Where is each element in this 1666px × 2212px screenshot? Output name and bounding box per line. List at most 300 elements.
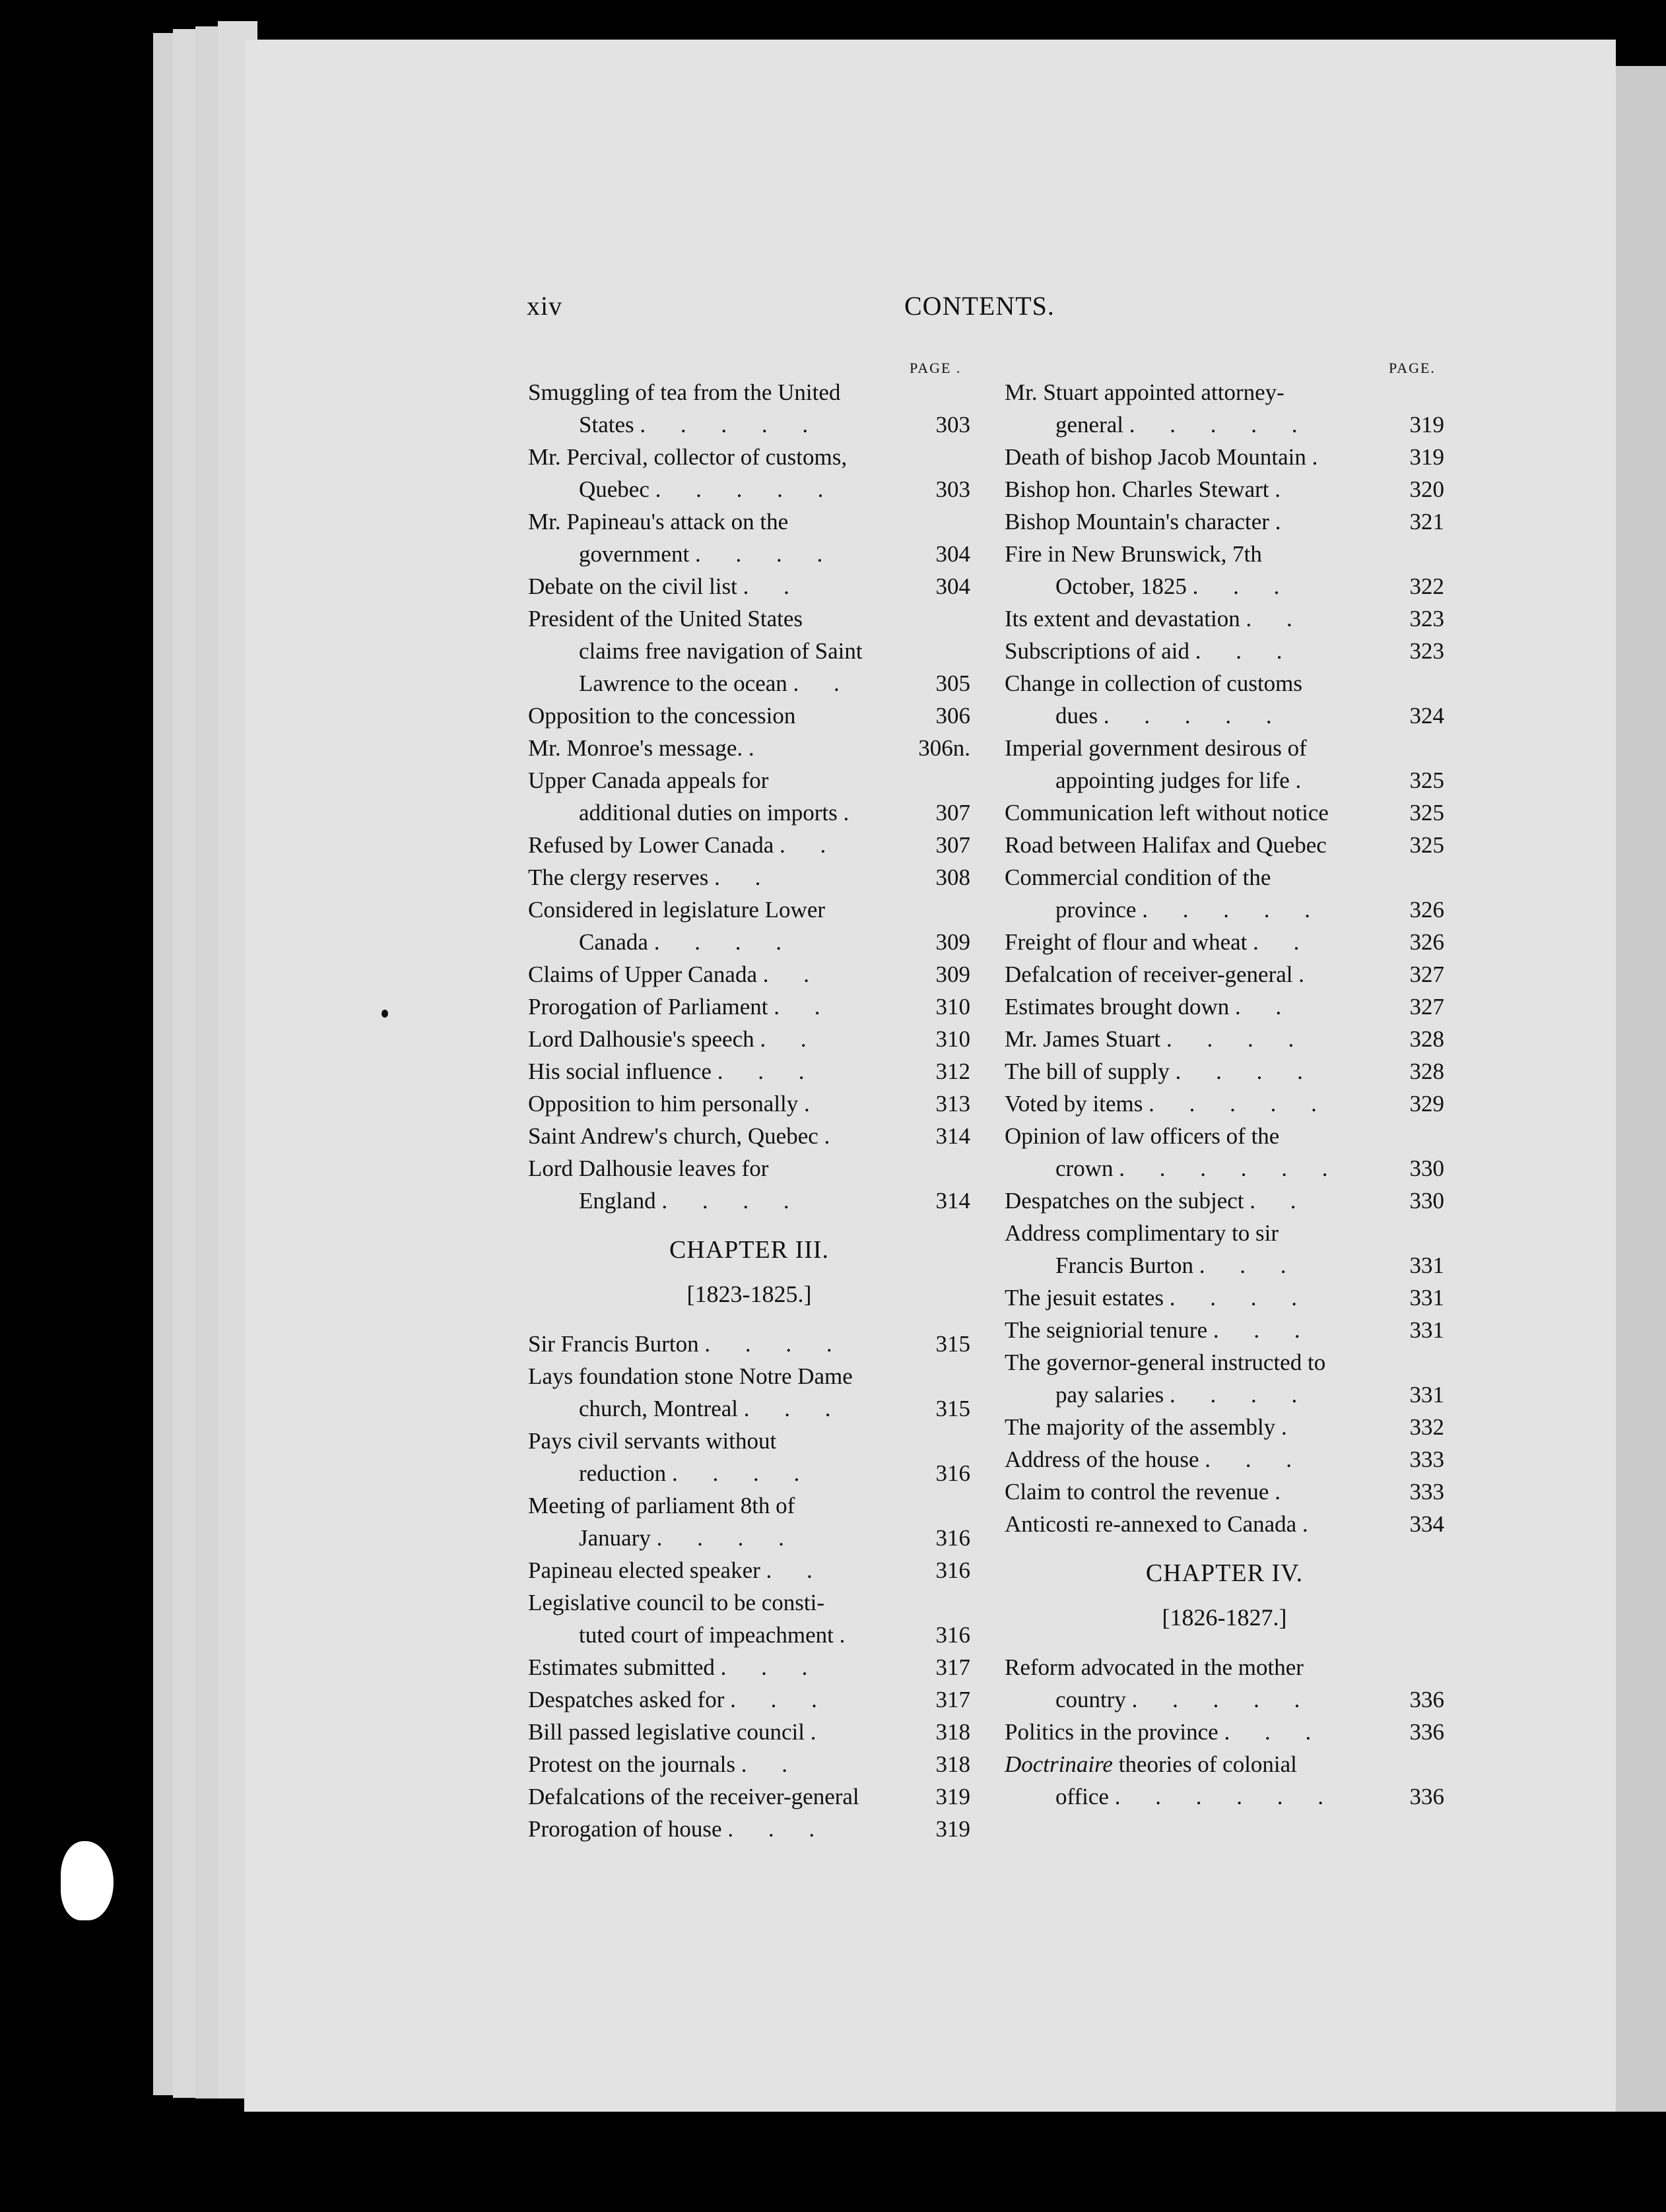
toc-entry bbox=[1005, 1120, 1444, 1185]
leader-dots: . . . . bbox=[653, 929, 796, 955]
toc-page-number: 316 bbox=[935, 1622, 970, 1648]
toc-entry-line bbox=[528, 1328, 970, 1360]
toc-entry-line bbox=[528, 1586, 970, 1619]
chapter-heading: CHAPTER IV. bbox=[1145, 1559, 1304, 1587]
toc-entry-text: Sir Francis Burton bbox=[528, 1331, 699, 1357]
leader-dots: . . . bbox=[1213, 1317, 1315, 1343]
toc-entry-line bbox=[528, 570, 970, 602]
toc-entry-line bbox=[528, 1425, 970, 1457]
leader-dots: . . . . . bbox=[1149, 1091, 1331, 1117]
leader-dots: . . . bbox=[717, 1058, 819, 1084]
toc-entry-text: Mr. Percival, collector of customs, bbox=[528, 444, 848, 470]
toc-entry-line bbox=[528, 1023, 970, 1055]
toc-entry-line bbox=[1005, 570, 1444, 602]
toc-page-number: 331 bbox=[1409, 1317, 1444, 1343]
toc-page-number: 319 bbox=[1409, 412, 1444, 438]
toc-entry bbox=[528, 1586, 970, 1651]
toc-entry-text: The bill of supply bbox=[1005, 1058, 1170, 1084]
toc-entry-text: The governor-general instructed to bbox=[1005, 1350, 1326, 1375]
toc-page-number: 303 bbox=[935, 412, 970, 438]
toc-page-number: 331 bbox=[1409, 1382, 1444, 1408]
toc-page-number: 310 bbox=[935, 994, 970, 1020]
toc-entry-text: Bishop Mountain's character bbox=[1005, 509, 1269, 535]
toc-entry-line bbox=[1005, 1217, 1444, 1249]
toc-page-number: 318 bbox=[935, 1719, 970, 1745]
toc-entry bbox=[1005, 441, 1444, 473]
leader-dots: . . . . bbox=[704, 1331, 847, 1357]
toc-entry-line bbox=[1005, 538, 1444, 570]
toc-page-number: 334 bbox=[1409, 1511, 1444, 1537]
toc-entry-line bbox=[1005, 376, 1444, 408]
toc-entry-line bbox=[1005, 635, 1444, 667]
toc-entry-line bbox=[528, 861, 970, 894]
toc-entry bbox=[1005, 1508, 1444, 1540]
toc-entry-text: Claims of Upper Canada bbox=[528, 961, 757, 987]
toc-entry-text: Legislative council to be consti- bbox=[528, 1590, 825, 1615]
toc-entry-text: dues bbox=[1055, 703, 1098, 729]
toc-entry-text: England bbox=[579, 1188, 656, 1214]
leader-dots: . . . bbox=[1195, 638, 1297, 664]
toc-entry bbox=[528, 991, 970, 1023]
leader-dots: . . . . . bbox=[1142, 897, 1325, 923]
leader-dots: . . bbox=[766, 1557, 827, 1583]
toc-entry-line bbox=[528, 1360, 970, 1392]
toc-entry bbox=[1005, 1314, 1444, 1346]
toc-entry-text: Reform advocated in the mother bbox=[1005, 1654, 1304, 1680]
contents-column-right bbox=[1005, 376, 1444, 1813]
toc-entry-line bbox=[1005, 441, 1444, 473]
leader-dots: . bbox=[1298, 961, 1319, 987]
toc-entry-text: Lord Dalhousie leaves for bbox=[528, 1155, 769, 1181]
toc-entry-text: The majority of the assembly bbox=[1005, 1414, 1276, 1440]
toc-page-number: 306 bbox=[935, 703, 970, 729]
toc-entry-text: Pays civil servants without bbox=[528, 1428, 777, 1454]
toc-entry-text: The clergy reserves bbox=[528, 864, 709, 890]
toc-entry-text: Politics in the province bbox=[1005, 1719, 1218, 1745]
toc-entry bbox=[528, 505, 970, 570]
toc-entry-line bbox=[1005, 991, 1444, 1023]
toc-entry-line bbox=[528, 958, 970, 991]
toc-entry-text: Imperial government desirous of bbox=[1005, 735, 1307, 761]
toc-page-number: 307 bbox=[935, 800, 970, 826]
toc-entry-line bbox=[528, 797, 970, 829]
toc-entry bbox=[1005, 1651, 1444, 1716]
toc-entry-text: church, Montreal bbox=[579, 1396, 739, 1421]
toc-entry bbox=[1005, 991, 1444, 1023]
toc-entry-text: January bbox=[579, 1525, 651, 1551]
chapter-years: [1826-1827.] bbox=[1162, 1604, 1287, 1631]
toc-entry bbox=[1005, 1716, 1444, 1748]
toc-entry bbox=[528, 1023, 970, 1055]
leader-dots: . . . bbox=[730, 1687, 832, 1712]
toc-entry-text: Change in collection of customs bbox=[1005, 670, 1303, 696]
toc-page-number: 333 bbox=[1409, 1479, 1444, 1505]
toc-entry-line bbox=[528, 538, 970, 570]
toc-entry-text: Subscriptions of aid bbox=[1005, 638, 1189, 664]
toc-entry-line bbox=[528, 408, 970, 441]
leader-dots: . . . . . . bbox=[1114, 1784, 1338, 1809]
toc-page-number: 324 bbox=[1409, 703, 1444, 729]
leader-dots: . . . . . bbox=[1129, 412, 1312, 438]
toc-entry bbox=[1005, 1748, 1444, 1813]
toc-entry-text: October, 1825 bbox=[1055, 573, 1187, 599]
toc-entry bbox=[1005, 538, 1444, 602]
toc-entry-line bbox=[1005, 829, 1444, 861]
toc-entry bbox=[528, 1813, 970, 1845]
toc-page-number: 336 bbox=[1409, 1719, 1444, 1745]
toc-entry-line bbox=[1005, 1780, 1444, 1813]
leader-dots: . . . bbox=[1205, 1447, 1307, 1472]
toc-entry bbox=[528, 732, 970, 764]
toc-entry bbox=[1005, 1055, 1444, 1088]
leader-dots: . . bbox=[1250, 1188, 1311, 1214]
toc-entry-line bbox=[528, 1554, 970, 1586]
leader-dots: . bbox=[1312, 444, 1333, 470]
scan-blot bbox=[61, 1841, 114, 1920]
toc-entry-text: Estimates brought down bbox=[1005, 994, 1230, 1020]
toc-entry bbox=[1005, 376, 1444, 441]
toc-page-number: 331 bbox=[1409, 1285, 1444, 1311]
toc-entry-line bbox=[528, 505, 970, 538]
toc-entry-line bbox=[528, 1457, 970, 1489]
toc-entry bbox=[1005, 1476, 1444, 1508]
toc-entry-text: Mr. Papineau's attack on the bbox=[528, 509, 789, 535]
toc-entry-line bbox=[528, 894, 970, 926]
toc-entry bbox=[1005, 1282, 1444, 1314]
toc-entry-text: Road between Halifax and Quebec bbox=[1005, 832, 1327, 858]
toc-entry-line bbox=[1005, 1282, 1444, 1314]
toc-entry bbox=[1005, 861, 1444, 926]
toc-entry bbox=[1005, 473, 1444, 505]
toc-entry-line bbox=[528, 991, 970, 1023]
toc-entry bbox=[1005, 732, 1444, 797]
leader-dots: . . bbox=[779, 832, 841, 858]
toc-entry-line bbox=[528, 1683, 970, 1716]
leader-dots: . bbox=[1275, 509, 1296, 535]
toc-entry-line bbox=[1005, 1651, 1444, 1683]
toc-page-number: 336 bbox=[1409, 1784, 1444, 1809]
leader-dots: . . bbox=[793, 670, 854, 696]
toc-entry-text: Mr. Stuart appointed attorney- bbox=[1005, 379, 1284, 405]
toc-entry-line bbox=[528, 1152, 970, 1185]
toc-page-number: 325 bbox=[1409, 767, 1444, 793]
toc-entry bbox=[528, 602, 970, 699]
toc-entry-text: crown bbox=[1055, 1155, 1114, 1181]
toc-entry-line bbox=[1005, 602, 1444, 635]
leader-dots: . . bbox=[714, 864, 776, 890]
toc-entry bbox=[1005, 667, 1444, 732]
leader-dots: . . . . bbox=[1169, 1285, 1312, 1311]
toc-entry-text: Opposition to the concession bbox=[528, 703, 796, 729]
toc-page-number: 320 bbox=[1409, 476, 1444, 502]
leader-dots: . bbox=[804, 1091, 824, 1117]
toc-entry bbox=[1005, 926, 1444, 958]
toc-entry-text: Bishop hon. Charles Stewart bbox=[1005, 476, 1269, 502]
leader-dots: . bbox=[1281, 1414, 1302, 1440]
toc-entry-line bbox=[1005, 1716, 1444, 1748]
toc-entry-line bbox=[528, 1185, 970, 1217]
toc-entry bbox=[528, 764, 970, 829]
leader-dots: . . . . bbox=[1169, 1382, 1312, 1408]
toc-page-number: 315 bbox=[935, 1331, 970, 1357]
toc-entry-text: Defalcations of the receiver-general bbox=[528, 1784, 859, 1809]
toc-entry-text: Smuggling of tea from the United bbox=[528, 379, 841, 405]
toc-entry-line bbox=[1005, 1023, 1444, 1055]
leader-dots: . . bbox=[762, 961, 824, 987]
toc-entry-line bbox=[1005, 1346, 1444, 1379]
toc-entry-text: tuted court of impeachment bbox=[579, 1622, 834, 1648]
toc-entry-line bbox=[528, 1780, 970, 1813]
toc-entry bbox=[1005, 829, 1444, 861]
toc-entry-line bbox=[528, 829, 970, 861]
chapter-years: [1823-1825.] bbox=[686, 1281, 812, 1307]
toc-entry-text: Protest on the journals bbox=[528, 1751, 735, 1777]
toc-entry-text: Opinion of law officers of the bbox=[1005, 1123, 1280, 1149]
toc-entry-line bbox=[528, 1522, 970, 1554]
toc-entry-line bbox=[1005, 1152, 1444, 1185]
toc-entry-line bbox=[528, 441, 970, 473]
toc-page-number: 310 bbox=[935, 1026, 970, 1052]
toc-entry-line bbox=[528, 1055, 970, 1088]
toc-entry bbox=[1005, 958, 1444, 991]
toc-entry-text: Commercial condition of the bbox=[1005, 864, 1271, 890]
toc-entry-text: President of the United States bbox=[528, 606, 803, 632]
toc-entry-text: Anticosti re-annexed to Canada bbox=[1005, 1511, 1297, 1537]
toc-entry-line bbox=[528, 732, 970, 764]
toc-entry-line bbox=[528, 602, 970, 635]
toc-page-number: 330 bbox=[1409, 1188, 1444, 1214]
toc-entry-text: appointing judges for life bbox=[1055, 767, 1290, 793]
toc-entry bbox=[528, 441, 970, 505]
toc-page-number: 313 bbox=[935, 1091, 970, 1117]
leader-dots: . . . bbox=[1192, 573, 1294, 599]
leader-dots: . . . . . bbox=[655, 476, 838, 502]
toc-entry-text: reduction bbox=[579, 1460, 667, 1486]
toc-entry-line bbox=[1005, 1249, 1444, 1282]
toc-entry-text: government bbox=[579, 541, 690, 567]
toc-entry-line bbox=[528, 926, 970, 958]
toc-entry-text: Prorogation of Parliament bbox=[528, 994, 768, 1020]
leader-dots: . . bbox=[1253, 929, 1314, 955]
toc-entry-line bbox=[528, 376, 970, 408]
toc-entry bbox=[1005, 1346, 1444, 1411]
toc-page-number: 305 bbox=[935, 670, 970, 696]
leader-dots: . . . . bbox=[1175, 1058, 1317, 1084]
toc-entry bbox=[528, 1780, 970, 1813]
toc-entry-text: Lord Dalhousie's speech bbox=[528, 1026, 754, 1052]
toc-entry-text: Bill passed legislative council bbox=[528, 1719, 805, 1745]
leader-dots: . bbox=[810, 1719, 831, 1745]
page-column-label-left: PAGE . bbox=[910, 360, 962, 376]
toc-entry bbox=[528, 1088, 970, 1120]
toc-entry-line bbox=[528, 1489, 970, 1522]
leader-dots: . bbox=[1275, 476, 1296, 502]
toc-entry-text: Despatches on the subject bbox=[1005, 1188, 1244, 1214]
toc-page-number: 304 bbox=[935, 541, 970, 567]
toc-entry-line bbox=[1005, 958, 1444, 991]
toc-entry-text: Debate on the civil list bbox=[528, 573, 737, 599]
toc-entry bbox=[528, 958, 970, 991]
toc-page-number: 336 bbox=[1409, 1687, 1444, 1712]
toc-entry bbox=[1005, 635, 1444, 667]
toc-page-number: 333 bbox=[1409, 1447, 1444, 1472]
toc-entry bbox=[1005, 1411, 1444, 1443]
leader-dots: . . . bbox=[743, 1396, 846, 1421]
leader-dots: . bbox=[839, 1622, 860, 1648]
toc-page-number: 308 bbox=[935, 864, 970, 890]
toc-entry bbox=[528, 1554, 970, 1586]
toc-entry-text: Upper Canada appeals for bbox=[528, 767, 769, 793]
leader-dots: . . . . . bbox=[640, 412, 823, 438]
toc-page-number: 319 bbox=[935, 1816, 970, 1842]
toc-entry-text: Francis Burton bbox=[1055, 1252, 1194, 1278]
leader-dots: . . . . . . bbox=[1119, 1155, 1343, 1181]
leader-dots: . . bbox=[760, 1026, 821, 1052]
toc-page-number: 304 bbox=[935, 573, 970, 599]
page-column-label-right: PAGE. bbox=[1389, 360, 1436, 376]
toc-entry bbox=[528, 1651, 970, 1683]
toc-entry-text: office bbox=[1055, 1784, 1109, 1809]
toc-entry-line bbox=[528, 473, 970, 505]
leader-dots: . . . . bbox=[671, 1460, 815, 1486]
toc-page-number: 332 bbox=[1409, 1414, 1444, 1440]
toc-entry bbox=[528, 1683, 970, 1716]
toc-entry-text: Considered in legislature Lower bbox=[528, 897, 826, 923]
toc-entry-text: Canada bbox=[579, 929, 648, 955]
toc-entry-line bbox=[1005, 1379, 1444, 1411]
toc-entry-text: additional duties on imports bbox=[579, 800, 838, 826]
toc-entry bbox=[528, 1120, 970, 1152]
toc-group bbox=[528, 376, 970, 1217]
toc-entry bbox=[1005, 1088, 1444, 1120]
toc-entry-text: Communication left without notice bbox=[1005, 800, 1329, 826]
toc-entry-text: Death of bishop Jacob Mountain bbox=[1005, 444, 1306, 470]
toc-entry bbox=[528, 1328, 970, 1360]
toc-entry-text: general bbox=[1055, 412, 1123, 438]
toc-entry-text: Lawrence to the ocean bbox=[579, 670, 787, 696]
toc-entry-line bbox=[1005, 667, 1444, 699]
leader-dots: . . bbox=[1246, 606, 1307, 632]
toc-entry bbox=[1005, 505, 1444, 538]
toc-entry bbox=[1005, 1185, 1444, 1217]
ink-dot bbox=[382, 1010, 388, 1018]
toc-page-number: 321 bbox=[1409, 509, 1444, 535]
toc-entry bbox=[1005, 1443, 1444, 1476]
toc-entry-line bbox=[1005, 1476, 1444, 1508]
toc-entry-line bbox=[1005, 894, 1444, 926]
leader-dots: . . . . . bbox=[1131, 1687, 1315, 1712]
toc-entry-text: Mr. Monroe's message. bbox=[528, 735, 743, 761]
leader-dots: . . . bbox=[720, 1654, 822, 1680]
toc-entry bbox=[528, 699, 970, 732]
toc-entry-text: Estimates submitted bbox=[528, 1654, 715, 1680]
facing-page-edge bbox=[1616, 66, 1666, 2112]
page-number: xiv bbox=[527, 291, 563, 321]
toc-entry-text: Fire in New Brunswick, 7th bbox=[1005, 541, 1262, 567]
toc-entry-text: Address of the house bbox=[1005, 1447, 1199, 1472]
leader-dots: . bbox=[843, 800, 864, 826]
toc-entry-text: His social influence bbox=[528, 1058, 712, 1084]
toc-page-number: 317 bbox=[935, 1687, 970, 1712]
toc-entry-text: Quebec bbox=[579, 476, 650, 502]
toc-page-number: 328 bbox=[1409, 1026, 1444, 1052]
toc-entry-line bbox=[528, 667, 970, 699]
toc-page-number: 315 bbox=[935, 1396, 970, 1421]
toc-entry-line bbox=[528, 1088, 970, 1120]
leader-dots: . . . bbox=[1224, 1719, 1326, 1745]
toc-entry-text: Mr. James Stuart bbox=[1005, 1026, 1161, 1052]
leader-dots: . . bbox=[741, 1751, 802, 1777]
toc-entry bbox=[528, 1055, 970, 1088]
toc-page-number: 331 bbox=[1409, 1252, 1444, 1278]
toc-entry bbox=[1005, 1217, 1444, 1282]
toc-entry-text: States bbox=[579, 412, 634, 438]
toc-entry-text: Opposition to him personally bbox=[528, 1091, 799, 1117]
toc-group bbox=[528, 1328, 970, 1845]
toc-entry-line bbox=[1005, 1683, 1444, 1716]
toc-page-number: 319 bbox=[1409, 444, 1444, 470]
toc-entry-line bbox=[1005, 1120, 1444, 1152]
toc-entry-line bbox=[528, 1392, 970, 1425]
toc-page-number: 318 bbox=[935, 1751, 970, 1777]
toc-entry-italic: Doctrinaire bbox=[1005, 1751, 1113, 1777]
toc-entry-text: Lays foundation stone Notre Dame bbox=[528, 1363, 853, 1389]
toc-entry bbox=[528, 894, 970, 958]
toc-entry-line bbox=[528, 1748, 970, 1780]
toc-entry bbox=[1005, 602, 1444, 635]
toc-entry-line bbox=[1005, 732, 1444, 764]
toc-entry-line bbox=[1005, 797, 1444, 829]
toc-entry bbox=[528, 1489, 970, 1554]
leader-dots: . bbox=[1302, 1511, 1323, 1537]
toc-entry-line bbox=[528, 1813, 970, 1845]
leader-dots: . bbox=[1295, 767, 1316, 793]
leader-dots: . . . bbox=[727, 1816, 830, 1842]
toc-page-number: 329 bbox=[1409, 1091, 1444, 1117]
toc-entry-text: Claim to control the revenue bbox=[1005, 1479, 1269, 1505]
toc-entry bbox=[528, 1360, 970, 1425]
toc-page-number: 325 bbox=[1409, 800, 1444, 826]
toc-page-number: 325 bbox=[1409, 832, 1444, 858]
toc-page-number: 323 bbox=[1409, 638, 1444, 664]
toc-entry-line bbox=[1005, 473, 1444, 505]
toc-entry bbox=[528, 1748, 970, 1780]
toc-entry-line bbox=[528, 764, 970, 797]
toc-entry-line bbox=[1005, 408, 1444, 441]
toc-entry-text: Voted by items bbox=[1005, 1091, 1143, 1117]
toc-page-number: 309 bbox=[935, 961, 970, 987]
toc-page-number: 309 bbox=[935, 929, 970, 955]
leader-dots: . bbox=[1275, 1479, 1295, 1505]
toc-entry-line bbox=[1005, 926, 1444, 958]
toc-page-number: 326 bbox=[1409, 929, 1444, 955]
toc-entry bbox=[528, 829, 970, 861]
toc-entry-line bbox=[1005, 764, 1444, 797]
toc-entry-line bbox=[528, 1716, 970, 1748]
toc-page-number: 330 bbox=[1409, 1155, 1444, 1181]
toc-entry-line bbox=[528, 699, 970, 732]
toc-entry bbox=[528, 1425, 970, 1489]
toc-entry-text: Prorogation of house bbox=[528, 1816, 722, 1842]
toc-page-number: 323 bbox=[1409, 606, 1444, 632]
toc-page-number: 307 bbox=[935, 832, 970, 858]
leader-dots: . . bbox=[774, 994, 835, 1020]
toc-entry bbox=[1005, 797, 1444, 829]
toc-entry bbox=[528, 570, 970, 602]
toc-entry bbox=[1005, 1023, 1444, 1055]
toc-entry-text: Defalcation of receiver-general bbox=[1005, 961, 1293, 987]
toc-entry-text: The jesuit estates bbox=[1005, 1285, 1164, 1311]
